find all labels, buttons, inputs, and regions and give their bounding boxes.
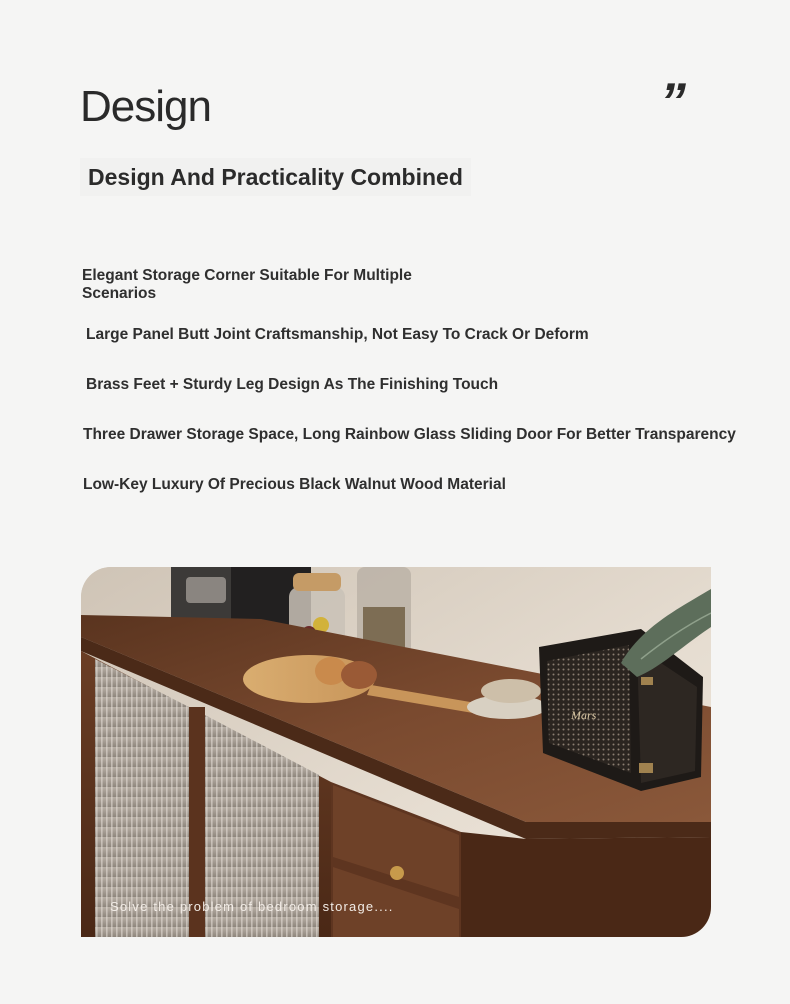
- product-photo: [81, 567, 711, 937]
- section-title: Design: [80, 82, 211, 131]
- sideboard-illustration: [81, 567, 711, 937]
- feature-item: Brass Feet + Sturdy Leg Design As The Finishing Touch: [86, 376, 499, 393]
- feature-item: Elegant Storage Corner Suitable For Multiple Scenarios: [82, 267, 412, 302]
- feature-item: Low-Key Luxury Of Precious Black Walnut Wood Material: [83, 476, 506, 493]
- section-subtitle: Design And Practicality Combined: [80, 158, 471, 196]
- feature-item: Large Panel Butt Joint Craftsmanship, Not Easy To Crack Or Deform: [86, 326, 589, 343]
- quote-mark-icon: ”: [660, 73, 686, 131]
- feature-item: Three Drawer Storage Space, Long Rainbow Glass Sliding Door For Better Transparency: [83, 426, 736, 443]
- photo-caption: Solve the problem of bedroom storage....: [110, 899, 394, 914]
- speaker-label: Mars: [571, 708, 597, 722]
